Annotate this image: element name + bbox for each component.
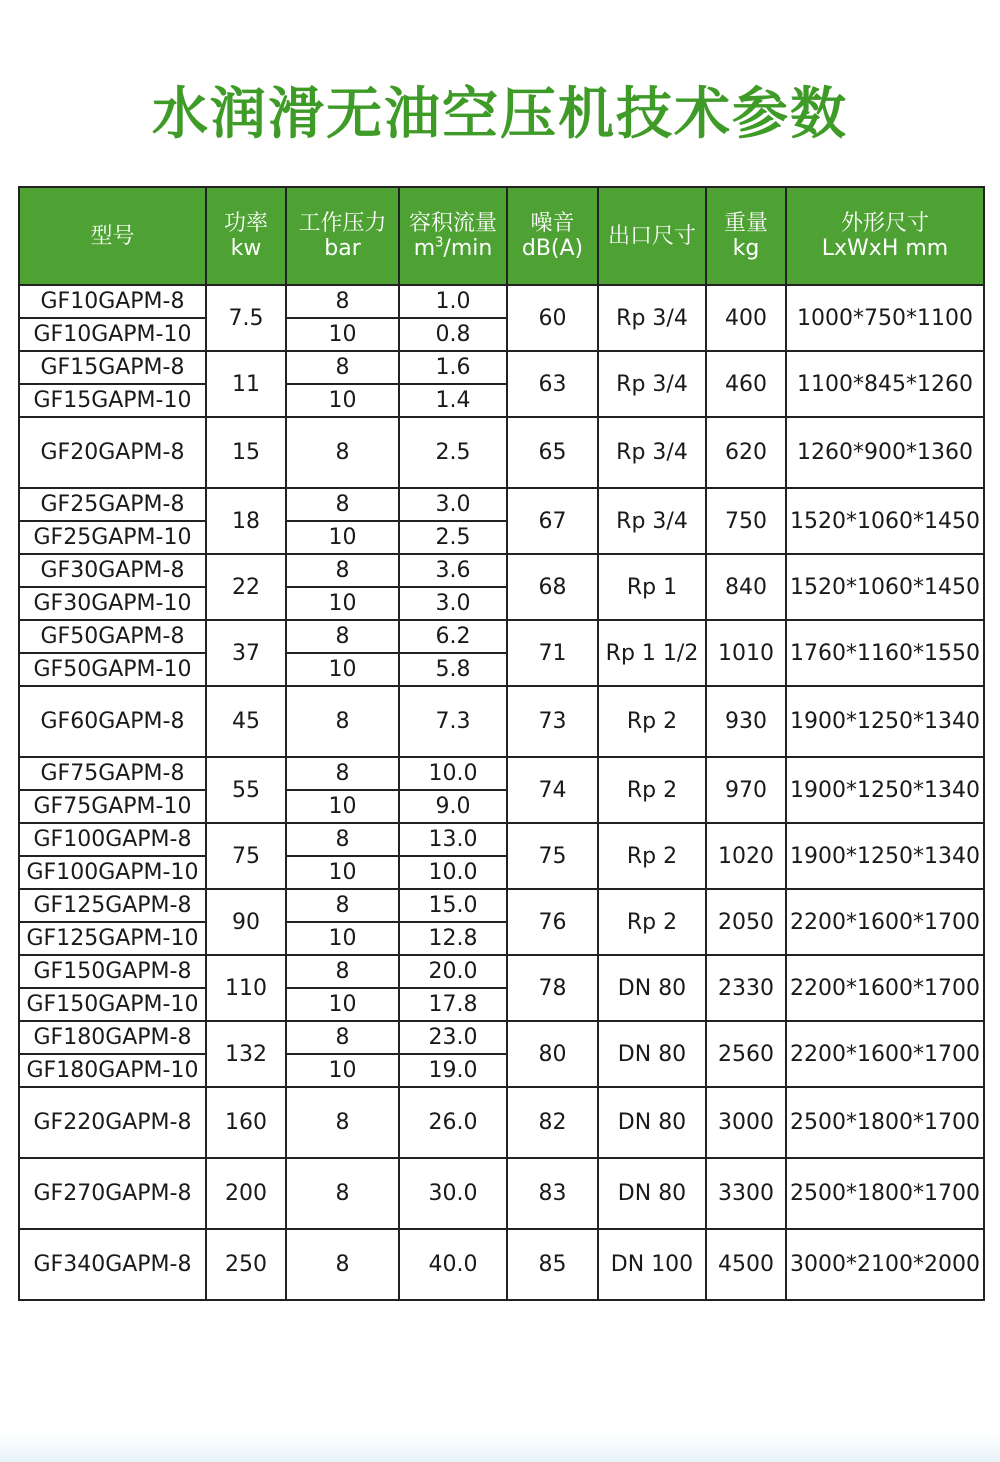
table-row bbox=[19, 351, 984, 384]
model-cell: GF125GAPM-10 bbox=[19, 922, 206, 955]
dims-cell: 1520*1060*1450 bbox=[786, 554, 984, 620]
table-row bbox=[19, 889, 984, 922]
dims-cell: 1760*1160*1550 bbox=[786, 620, 984, 686]
flow-cell: 26.0 bbox=[399, 1087, 507, 1158]
header-weight-label: 重量 bbox=[723, 211, 768, 236]
model-cell: GF270GAPM-8 bbox=[19, 1158, 206, 1229]
table-row bbox=[19, 1158, 984, 1229]
flow-cell: 9.0 bbox=[399, 790, 507, 823]
noise-cell: 75 bbox=[507, 823, 598, 889]
model-cell: GF150GAPM-8 bbox=[19, 955, 206, 988]
pressure-cell: 8 bbox=[286, 1087, 399, 1158]
power-cell: 18 bbox=[206, 488, 286, 554]
flow-cell: 10.0 bbox=[399, 856, 507, 889]
weight-cell: 620 bbox=[706, 417, 786, 488]
header-flow-label: 容积流量 bbox=[408, 211, 497, 236]
header-dims-unit: LxWxH mm bbox=[821, 236, 949, 261]
flow-cell: 1.4 bbox=[399, 384, 507, 417]
flow-cell: 13.0 bbox=[399, 823, 507, 856]
pressure-cell: 10 bbox=[286, 653, 399, 686]
pressure-cell: 8 bbox=[286, 823, 399, 856]
table-row bbox=[19, 417, 984, 488]
model-cell: GF50GAPM-8 bbox=[19, 620, 206, 653]
dims-cell: 1900*1250*1340 bbox=[786, 757, 984, 823]
table-row bbox=[19, 554, 984, 587]
flow-cell: 1.6 bbox=[399, 351, 507, 384]
power-cell: 75 bbox=[206, 823, 286, 889]
weight-cell: 750 bbox=[706, 488, 786, 554]
header-power bbox=[206, 187, 286, 285]
power-cell: 55 bbox=[206, 757, 286, 823]
outlet-cell: DN 80 bbox=[598, 1021, 706, 1087]
model-cell: GF340GAPM-8 bbox=[19, 1229, 206, 1300]
header-noise bbox=[507, 187, 598, 285]
outlet-cell: DN 100 bbox=[598, 1229, 706, 1300]
flow-cell: 3.0 bbox=[399, 488, 507, 521]
dims-cell: 2500*1800*1700 bbox=[786, 1158, 984, 1229]
flow-cell: 3.6 bbox=[399, 554, 507, 587]
power-cell: 200 bbox=[206, 1158, 286, 1229]
power-cell: 45 bbox=[206, 686, 286, 757]
table-row bbox=[19, 285, 984, 318]
model-cell: GF60GAPM-8 bbox=[19, 686, 206, 757]
model-cell: GF180GAPM-10 bbox=[19, 1054, 206, 1087]
noise-cell: 83 bbox=[507, 1158, 598, 1229]
power-cell: 7.5 bbox=[206, 285, 286, 351]
model-cell: GF25GAPM-8 bbox=[19, 488, 206, 521]
pressure-cell: 8 bbox=[286, 1229, 399, 1300]
weight-cell: 840 bbox=[706, 554, 786, 620]
pressure-cell: 8 bbox=[286, 285, 399, 318]
header-flow bbox=[399, 187, 507, 285]
flow-cell: 2.5 bbox=[399, 521, 507, 554]
pressure-cell: 8 bbox=[286, 488, 399, 521]
pressure-cell: 10 bbox=[286, 587, 399, 620]
power-cell: 15 bbox=[206, 417, 286, 488]
header-model bbox=[19, 187, 206, 285]
flow-cell: 23.0 bbox=[399, 1021, 507, 1054]
pressure-cell: 10 bbox=[286, 922, 399, 955]
pressure-cell: 8 bbox=[286, 554, 399, 587]
header-weight-unit: kg bbox=[732, 236, 760, 261]
model-cell: GF125GAPM-8 bbox=[19, 889, 206, 922]
header-pressure-unit: bar bbox=[324, 236, 361, 261]
model-cell: GF10GAPM-8 bbox=[19, 285, 206, 318]
spec-table bbox=[18, 186, 985, 1301]
outlet-cell: Rp 3/4 bbox=[598, 285, 706, 351]
model-cell: GF50GAPM-10 bbox=[19, 653, 206, 686]
dims-cell: 2200*1600*1700 bbox=[786, 889, 984, 955]
pressure-cell: 8 bbox=[286, 351, 399, 384]
header-outlet-label: 出口尺寸 bbox=[607, 223, 696, 249]
pressure-cell: 10 bbox=[286, 988, 399, 1021]
power-cell: 132 bbox=[206, 1021, 286, 1087]
flow-cell: 10.0 bbox=[399, 757, 507, 790]
model-cell: GF30GAPM-10 bbox=[19, 587, 206, 620]
outlet-cell: Rp 3/4 bbox=[598, 351, 706, 417]
flow-cell: 3.0 bbox=[399, 587, 507, 620]
pressure-cell: 8 bbox=[286, 620, 399, 653]
pressure-cell: 8 bbox=[286, 1021, 399, 1054]
dims-cell: 1900*1250*1340 bbox=[786, 823, 984, 889]
outlet-cell: DN 80 bbox=[598, 1087, 706, 1158]
header-row bbox=[19, 187, 984, 285]
power-cell: 90 bbox=[206, 889, 286, 955]
flow-cell: 2.5 bbox=[399, 417, 507, 488]
header-noise-unit: dB(A) bbox=[521, 236, 584, 261]
header-dims bbox=[786, 187, 984, 285]
header-pressure-label: 工作压力 bbox=[298, 211, 387, 236]
weight-cell: 2330 bbox=[706, 955, 786, 1021]
flow-cell: 7.3 bbox=[399, 686, 507, 757]
flow-cell: 15.0 bbox=[399, 889, 507, 922]
header-model-label: 型号 bbox=[90, 223, 135, 249]
weight-cell: 1020 bbox=[706, 823, 786, 889]
noise-cell: 85 bbox=[507, 1229, 598, 1300]
model-cell: GF150GAPM-10 bbox=[19, 988, 206, 1021]
outlet-cell: Rp 3/4 bbox=[598, 488, 706, 554]
dims-cell: 2200*1600*1700 bbox=[786, 1021, 984, 1087]
flow-cell: 6.2 bbox=[399, 620, 507, 653]
header-flow-unit bbox=[400, 236, 506, 261]
outlet-cell: Rp 2 bbox=[598, 757, 706, 823]
model-cell: GF100GAPM-8 bbox=[19, 823, 206, 856]
noise-cell: 76 bbox=[507, 889, 598, 955]
dims-cell: 1100*845*1260 bbox=[786, 351, 984, 417]
model-cell: GF75GAPM-10 bbox=[19, 790, 206, 823]
model-cell: GF75GAPM-8 bbox=[19, 757, 206, 790]
header-flow-unit-m: m bbox=[413, 236, 436, 261]
table-row bbox=[19, 1021, 984, 1054]
table-row bbox=[19, 1229, 984, 1300]
power-cell: 11 bbox=[206, 351, 286, 417]
weight-cell: 3300 bbox=[706, 1158, 786, 1229]
dims-cell: 1260*900*1360 bbox=[786, 417, 984, 488]
header-outlet bbox=[598, 187, 706, 285]
flow-cell: 12.8 bbox=[399, 922, 507, 955]
pressure-cell: 10 bbox=[286, 856, 399, 889]
model-cell: GF100GAPM-10 bbox=[19, 856, 206, 889]
header-noise-label: 噪音 bbox=[530, 211, 575, 236]
table-row bbox=[19, 955, 984, 988]
table-row bbox=[19, 488, 984, 521]
pressure-cell: 10 bbox=[286, 790, 399, 823]
pressure-cell: 10 bbox=[286, 521, 399, 554]
pressure-cell: 8 bbox=[286, 757, 399, 790]
pressure-cell: 10 bbox=[286, 384, 399, 417]
model-cell: GF220GAPM-8 bbox=[19, 1087, 206, 1158]
pressure-cell: 8 bbox=[286, 417, 399, 488]
noise-cell: 63 bbox=[507, 351, 598, 417]
dims-cell: 2200*1600*1700 bbox=[786, 955, 984, 1021]
model-cell: GF180GAPM-8 bbox=[19, 1021, 206, 1054]
header-flow-unit-min: /min bbox=[443, 236, 493, 261]
noise-cell: 74 bbox=[507, 757, 598, 823]
noise-cell: 80 bbox=[507, 1021, 598, 1087]
table-row bbox=[19, 620, 984, 653]
model-cell: GF30GAPM-8 bbox=[19, 554, 206, 587]
header-pressure bbox=[286, 187, 399, 285]
header-weight bbox=[706, 187, 786, 285]
flow-cell: 1.0 bbox=[399, 285, 507, 318]
weight-cell: 1010 bbox=[706, 620, 786, 686]
flow-cell: 19.0 bbox=[399, 1054, 507, 1087]
noise-cell: 65 bbox=[507, 417, 598, 488]
outlet-cell: Rp 2 bbox=[598, 823, 706, 889]
table-row bbox=[19, 1087, 984, 1158]
outlet-cell: Rp 2 bbox=[598, 889, 706, 955]
pressure-cell: 8 bbox=[286, 955, 399, 988]
noise-cell: 73 bbox=[507, 686, 598, 757]
model-cell: GF10GAPM-10 bbox=[19, 318, 206, 351]
outlet-cell: Rp 2 bbox=[598, 686, 706, 757]
model-cell: GF25GAPM-10 bbox=[19, 521, 206, 554]
header-flow-unit-exp: 3 bbox=[435, 235, 444, 251]
pressure-cell: 8 bbox=[286, 686, 399, 757]
noise-cell: 60 bbox=[507, 285, 598, 351]
flow-cell: 40.0 bbox=[399, 1229, 507, 1300]
model-cell: GF20GAPM-8 bbox=[19, 417, 206, 488]
dims-cell: 1900*1250*1340 bbox=[786, 686, 984, 757]
table-row bbox=[19, 757, 984, 790]
noise-cell: 71 bbox=[507, 620, 598, 686]
pressure-cell: 10 bbox=[286, 318, 399, 351]
weight-cell: 2560 bbox=[706, 1021, 786, 1087]
weight-cell: 460 bbox=[706, 351, 786, 417]
power-cell: 250 bbox=[206, 1229, 286, 1300]
header-power-label: 功率 bbox=[223, 211, 268, 236]
flow-cell: 17.8 bbox=[399, 988, 507, 1021]
pressure-cell: 10 bbox=[286, 1054, 399, 1087]
header-power-unit: kw bbox=[230, 236, 262, 261]
dims-cell: 1000*750*1100 bbox=[786, 285, 984, 351]
flow-cell: 30.0 bbox=[399, 1158, 507, 1229]
outlet-cell: DN 80 bbox=[598, 955, 706, 1021]
outlet-cell: DN 80 bbox=[598, 1158, 706, 1229]
page-title: 水润滑无油空压机技术参数 bbox=[152, 82, 848, 147]
flow-cell: 5.8 bbox=[399, 653, 507, 686]
weight-cell: 2050 bbox=[706, 889, 786, 955]
model-cell: GF15GAPM-8 bbox=[19, 351, 206, 384]
outlet-cell: Rp 1 1/2 bbox=[598, 620, 706, 686]
noise-cell: 68 bbox=[507, 554, 598, 620]
dims-cell: 1520*1060*1450 bbox=[786, 488, 984, 554]
pressure-cell: 8 bbox=[286, 889, 399, 922]
bottom-fade bbox=[0, 1432, 1000, 1462]
noise-cell: 82 bbox=[507, 1087, 598, 1158]
noise-cell: 78 bbox=[507, 955, 598, 1021]
power-cell: 160 bbox=[206, 1087, 286, 1158]
power-cell: 37 bbox=[206, 620, 286, 686]
weight-cell: 930 bbox=[706, 686, 786, 757]
model-cell: GF15GAPM-10 bbox=[19, 384, 206, 417]
power-cell: 110 bbox=[206, 955, 286, 1021]
dims-cell: 2500*1800*1700 bbox=[786, 1087, 984, 1158]
table-row bbox=[19, 686, 984, 757]
outlet-cell: Rp 3/4 bbox=[598, 417, 706, 488]
power-cell: 22 bbox=[206, 554, 286, 620]
weight-cell: 4500 bbox=[706, 1229, 786, 1300]
weight-cell: 970 bbox=[706, 757, 786, 823]
pressure-cell: 8 bbox=[286, 1158, 399, 1229]
weight-cell: 400 bbox=[706, 285, 786, 351]
weight-cell: 3000 bbox=[706, 1087, 786, 1158]
table-row bbox=[19, 823, 984, 856]
outlet-cell: Rp 1 bbox=[598, 554, 706, 620]
flow-cell: 20.0 bbox=[399, 955, 507, 988]
spec-table-body bbox=[19, 285, 984, 1300]
noise-cell: 67 bbox=[507, 488, 598, 554]
dims-cell: 3000*2100*2000 bbox=[786, 1229, 984, 1300]
header-dims-label: 外形尺寸 bbox=[840, 211, 929, 236]
flow-cell: 0.8 bbox=[399, 318, 507, 351]
